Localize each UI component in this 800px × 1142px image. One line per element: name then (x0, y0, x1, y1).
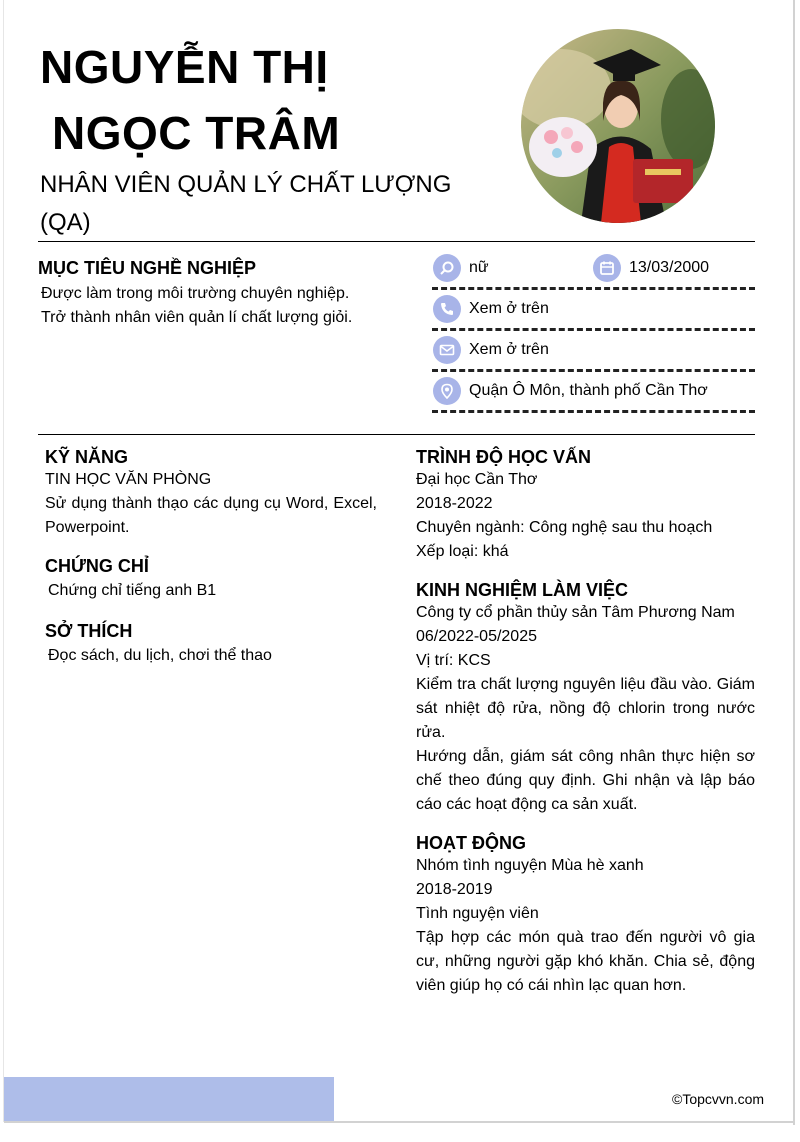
objective-title: MỤC TIÊU NGHỀ NGHIỆP (38, 258, 257, 278)
contact-email (433, 336, 549, 364)
contact-divider (432, 287, 755, 290)
education-school: Đại học Cần Thơ (416, 471, 538, 488)
page-border-right (793, 0, 795, 1125)
location-pin-icon (433, 377, 461, 405)
address-value: Quận Ô Môn, thành phố Cần Thơ (469, 382, 708, 399)
experience-title: KINH NGHIỆM LÀM VIỆC (416, 580, 629, 600)
education-period: 2018-2022 (416, 495, 493, 512)
profile-photo (521, 29, 715, 223)
skills-item: TIN HỌC VĂN PHÒNG (45, 471, 212, 488)
full-name-line2: NGỌC TRÂM (52, 107, 341, 159)
objective-line2: Trở thành nhân viên quản lí chất lượng giỏi. (41, 309, 353, 326)
contact-address (433, 377, 708, 405)
skills-title: KỸ NĂNG (45, 447, 129, 467)
education-grade: Xếp loại: khá (416, 543, 509, 560)
education-major: Chuyên ngành: Công nghệ sau thu hoạch (416, 519, 713, 536)
education-title: TRÌNH ĐỘ HỌC VẤN (416, 447, 591, 467)
footer-accent-bar (4, 1077, 334, 1121)
experience-period: 06/2022-05/2025 (416, 628, 537, 645)
contact-divider (432, 369, 755, 372)
contact-phone (433, 295, 549, 323)
birthdate-value: 13/03/2000 (629, 259, 710, 276)
objective-line1: Được làm trong môi trường chuyên nghiệp. (41, 285, 350, 302)
certificates-item: Chứng chỉ tiếng anh B1 (48, 582, 217, 599)
hobbies-item: Đọc sách, du lịch, chơi thể thao (48, 647, 272, 664)
contact-divider (432, 410, 755, 413)
hobbies-title: SỞ THÍCH (45, 621, 133, 641)
calendar-icon (593, 254, 621, 282)
phone-icon (433, 295, 461, 323)
section-divider (38, 434, 755, 435)
gender-value: nữ (469, 259, 489, 276)
contact-divider (432, 328, 755, 331)
email-icon (433, 336, 461, 364)
copyright-text: ©Topcvvn.com (672, 1091, 765, 1107)
skills-desc: Sử dụng thành thạo các dụng cụ Word, Excel, Powerpoint. (45, 495, 377, 536)
phone-value: Xem ở trên (469, 300, 549, 317)
page-border-left (3, 0, 4, 1122)
contact-gender (433, 254, 489, 282)
experience-company: Công ty cổ phần thủy sản Tâm Phương Nam (416, 604, 735, 621)
activities-period: 2018-2019 (416, 881, 493, 898)
page-border-bottom (4, 1121, 795, 1123)
gender-icon (433, 254, 461, 282)
certificates-title: CHỨNG CHỈ (45, 556, 149, 576)
header-divider (38, 241, 755, 242)
experience-desc2: Hướng dẫn, giám sát công nhân thực hiện sơ chế theo đúng quy định. Ghi nhận và lập báo cáo các hoạt động ca sản xuất. (416, 748, 755, 813)
email-value: Xem ở trên (469, 341, 549, 358)
activities-desc: Tập hợp các món quà trao đến người vô gia cư, những người gặp khó khăn. Chia sẻ, động viên giúp họ có cái nhìn lạc quan hơn. (416, 929, 755, 994)
experience-position: Vị trí: KCS (416, 652, 491, 669)
activities-role: Tình nguyện viên (416, 905, 539, 922)
experience-desc1: Kiểm tra chất lượng nguyên liệu đầu vào. Giám sát nhiệt độ rửa, nồng độ chlorin trong nước rửa. (416, 676, 755, 741)
contact-birthdate (593, 254, 709, 282)
activities-org: Nhóm tình nguyện Mùa hè xanh (416, 857, 644, 874)
full-name-line1: NGUYỄN THỊ (40, 41, 329, 93)
activities-title: HOẠT ĐỘNG (416, 833, 526, 853)
job-title: NHÂN VIÊN QUẢN LÝ CHẤT LƯỢNG (QA) (40, 171, 452, 236)
